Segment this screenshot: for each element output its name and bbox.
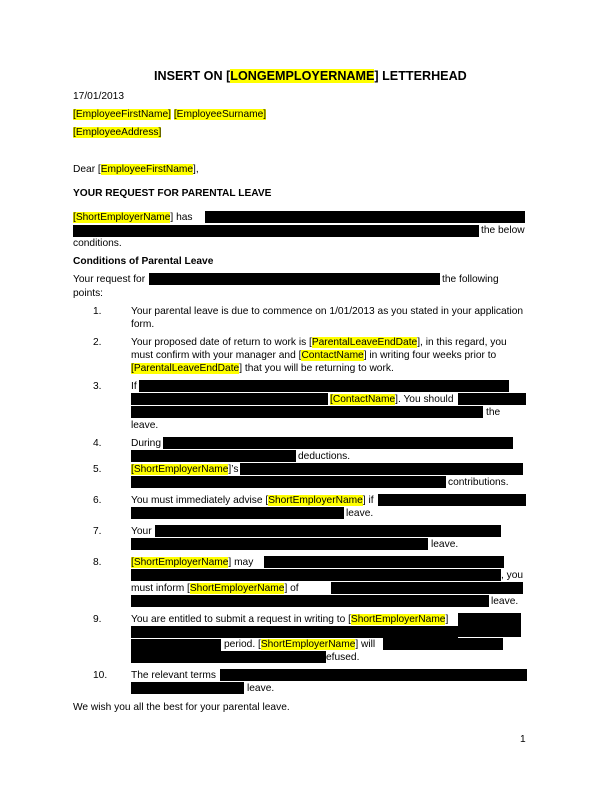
- redaction: [139, 380, 509, 392]
- page-title: INSERT ON [LONGEMPLOYERNAME] LETTERHEAD: [154, 69, 467, 83]
- item-9-line-2: period. [ShortEmployerName] will: [224, 639, 376, 650]
- item-2-line-1: Your proposed date of return to work is [ParentalLeaveEndDate], in this regard, you: [131, 337, 507, 348]
- field-short-employer-name-4: ShortEmployerName: [133, 557, 229, 568]
- item-4-line-1: During: [131, 438, 162, 449]
- item-3-line-1: If: [131, 381, 137, 392]
- redaction: [131, 406, 483, 418]
- redaction: [383, 638, 503, 650]
- redaction: [131, 450, 296, 462]
- redaction: [149, 273, 440, 285]
- item-8-line-1: [ShortEmployerName] may: [131, 557, 254, 568]
- item-10-line-2: leave.: [247, 683, 275, 694]
- field-short-employer-name-5: ShortEmployerName: [189, 583, 285, 594]
- item-9-line-1: You are entitled to submit a request in writing to [ShortEmployerName]: [131, 614, 449, 625]
- intro-tail-1: the below: [481, 225, 525, 236]
- request-tail: the following: [442, 274, 499, 285]
- redaction: [264, 556, 504, 568]
- item-number: 9.: [93, 614, 102, 625]
- redaction: [458, 393, 526, 405]
- item-number: 10.: [93, 670, 108, 681]
- request-line-1: Your request for: [73, 274, 146, 285]
- item-5-line-1: [ShortEmployerName]’s: [131, 464, 239, 475]
- redaction: [131, 507, 344, 519]
- item-7-line-2: leave.: [431, 539, 459, 550]
- item-number: 8.: [93, 557, 102, 568]
- redaction: [131, 569, 501, 581]
- redaction: [155, 525, 501, 537]
- redaction: [131, 682, 244, 694]
- field-short-employer-name: ShortEmployerName: [75, 212, 171, 223]
- item-7-line-1: Your: [131, 526, 152, 537]
- section-heading: YOUR REQUEST FOR PARENTAL LEAVE: [73, 188, 272, 199]
- redaction: [205, 211, 525, 223]
- item-number: 5.: [93, 464, 102, 475]
- item-9-line-3: efused.: [326, 652, 360, 663]
- item-5-line-2: contributions.: [448, 477, 509, 488]
- redaction: [131, 538, 428, 550]
- redaction: [131, 476, 446, 488]
- intro-line-1: [ShortEmployerName] has: [73, 212, 193, 223]
- item-1-line-2: form.: [131, 319, 155, 330]
- salutation: Dear [EmployeeFirstName],: [73, 164, 199, 175]
- redaction: [131, 393, 328, 405]
- subheading: Conditions of Parental Leave: [73, 256, 214, 267]
- item-2-line-2: must confirm with your manager and [ContactName] in writing four weeks prior to: [131, 350, 497, 361]
- item-number: 1.: [93, 306, 102, 317]
- field-parental-leave-end-date-2: ParentalLeaveEndDate: [133, 363, 240, 374]
- item-4-line-2: deductions.: [298, 451, 351, 462]
- field-contact-name: ContactName: [301, 350, 364, 361]
- item-number: 6.: [93, 495, 102, 506]
- page-number: 1: [520, 734, 526, 745]
- field-contact-name-2: ContactName: [332, 394, 396, 405]
- item-3-line-3: the: [486, 407, 501, 418]
- item-number: 4.: [93, 438, 102, 449]
- item-8-line-3: must inform [ShortEmployerName] of: [131, 583, 299, 594]
- item-10-line-1: The relevant terms: [131, 670, 216, 681]
- field-employee-first-name: EmployeeFirstName: [75, 109, 169, 120]
- field-employee-surname: EmployeeSurname: [176, 109, 264, 120]
- closing-line: We wish you all the best for your parental leave.: [73, 702, 290, 713]
- field-parental-leave-end-date: ParentalLeaveEndDate: [311, 337, 418, 348]
- redaction: [131, 651, 326, 663]
- field-short-employer-name-7: ShortEmployerName: [260, 639, 356, 650]
- item-8-line-4: leave.: [491, 596, 519, 607]
- redaction: [131, 626, 458, 638]
- item-3-line-4: leave.: [131, 420, 159, 431]
- redaction: [378, 494, 526, 506]
- redaction: [220, 669, 527, 681]
- request-line-2: points:: [73, 288, 104, 299]
- item-number: 2.: [93, 337, 102, 348]
- redaction: [240, 463, 523, 475]
- redaction: [73, 225, 479, 237]
- field-employee-first-name-2: EmployeeFirstName: [100, 164, 194, 175]
- item-6-line-2: leave.: [346, 508, 374, 519]
- redaction: [458, 613, 521, 637]
- letter-date: 17/01/2013: [73, 91, 124, 102]
- field-longemployername: LONGEMPLOYERNAME: [230, 69, 375, 83]
- item-number: 7.: [93, 526, 102, 537]
- field-short-employer-name-2: ShortEmployerName: [133, 464, 229, 475]
- item-1-line-1: Your parental leave is due to commence on 1/01/2013 as you stated in your application: [131, 306, 524, 317]
- redaction: [163, 437, 513, 449]
- redaction: [331, 582, 523, 594]
- redaction: [131, 639, 221, 651]
- item-6-line-1: You must immediately advise [ShortEmployerName] if: [131, 495, 374, 506]
- employee-name: [EmployeeFirstName] [EmployeeSurname]: [73, 109, 267, 120]
- field-short-employer-name-6: ShortEmployerName: [350, 614, 446, 625]
- intro-tail-2: conditions.: [73, 238, 122, 249]
- item-number: 3.: [93, 381, 102, 392]
- employee-address: [EmployeeAddress]: [73, 127, 162, 138]
- item-8-line-2: , you: [501, 570, 524, 581]
- field-short-employer-name-3: ShortEmployerName: [268, 495, 363, 506]
- redaction: [131, 595, 489, 607]
- item-3-line-2: [ContactName]. You should: [330, 394, 454, 405]
- item-2-line-3: [ParentalLeaveEndDate] that you will be returning to work.: [131, 363, 394, 374]
